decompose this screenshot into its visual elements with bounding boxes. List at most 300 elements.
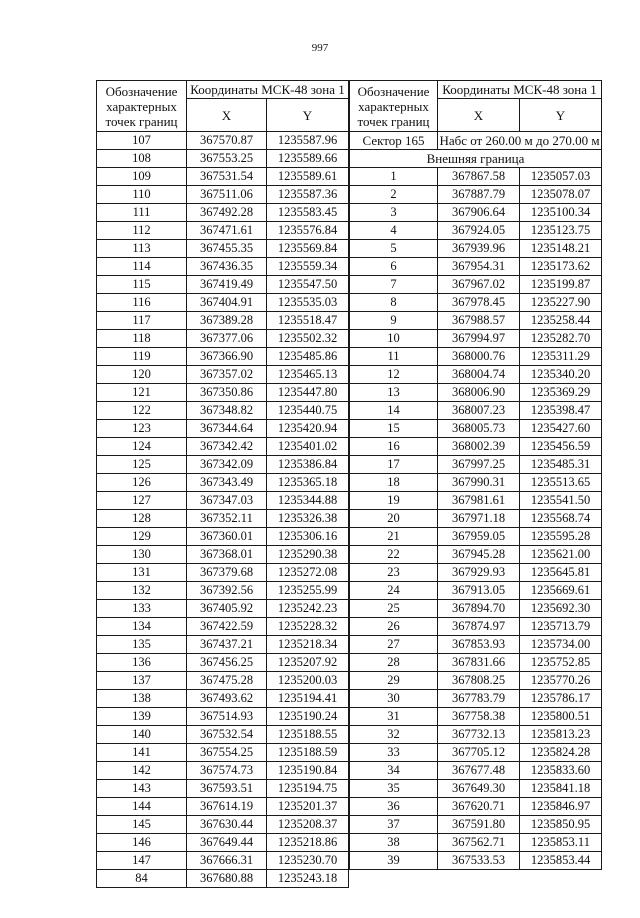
- y-coordinate: 1235786.17: [520, 690, 602, 708]
- table-row: [97, 312, 349, 330]
- y-coordinate: 1235230.70: [267, 852, 349, 870]
- x-coordinate: 367874.97: [438, 618, 520, 636]
- x-coordinate: 367342.42: [187, 438, 267, 456]
- table-row: [97, 150, 349, 168]
- table-row: [350, 762, 602, 780]
- x-coordinate: 367680.88: [187, 870, 267, 888]
- table-row: [97, 168, 349, 186]
- point-id: 147: [97, 852, 187, 870]
- point-id: 113: [97, 240, 187, 258]
- point-id: 6: [350, 258, 438, 276]
- y-coordinate: 1235344.88: [267, 492, 349, 510]
- y-coordinate: 1235621.00: [520, 546, 602, 564]
- x-coordinate: 367705.12: [438, 744, 520, 762]
- x-coordinate: 367570.87: [187, 132, 267, 150]
- table-row: [97, 654, 349, 672]
- x-header: X: [187, 99, 267, 132]
- x-coordinate: 367360.01: [187, 528, 267, 546]
- x-coordinate: 368005.73: [438, 420, 520, 438]
- table-row: [97, 132, 349, 150]
- x-coordinate: 367368.01: [187, 546, 267, 564]
- table-row: [97, 726, 349, 744]
- y-coordinate: 1235188.55: [267, 726, 349, 744]
- table-row: [97, 600, 349, 618]
- table-row: [350, 330, 602, 348]
- point-id: 30: [350, 690, 438, 708]
- y-coordinate: 1235306.16: [267, 528, 349, 546]
- table-row: [350, 834, 602, 852]
- y-coordinate: 1235833.60: [520, 762, 602, 780]
- table-row: [350, 240, 602, 258]
- point-id: 37: [350, 816, 438, 834]
- x-coordinate: 367436.35: [187, 258, 267, 276]
- table-row: [97, 780, 349, 798]
- point-id: 14: [350, 402, 438, 420]
- x-coordinate: 368004.74: [438, 366, 520, 384]
- table-row: [97, 672, 349, 690]
- y-coordinate: 1235485.31: [520, 456, 602, 474]
- x-coordinate: 367554.25: [187, 744, 267, 762]
- table-row: [97, 546, 349, 564]
- y-coordinate: 1235207.92: [267, 654, 349, 672]
- x-coordinate: 367591.80: [438, 816, 520, 834]
- y-coordinate: 1235559.34: [267, 258, 349, 276]
- y-header: Y: [520, 99, 602, 132]
- table-row: [97, 618, 349, 636]
- table-row: [350, 564, 602, 582]
- point-id: 21: [350, 528, 438, 546]
- y-coordinate: 1235194.75: [267, 780, 349, 798]
- point-id: 22: [350, 546, 438, 564]
- point-id: 18: [350, 474, 438, 492]
- x-coordinate: 367475.28: [187, 672, 267, 690]
- y-coordinate: 1235188.59: [267, 744, 349, 762]
- point-id: 17: [350, 456, 438, 474]
- x-coordinate: 367630.44: [187, 816, 267, 834]
- point-id: 123: [97, 420, 187, 438]
- x-header: X: [438, 99, 520, 132]
- x-coordinate: 367366.90: [187, 348, 267, 366]
- point-id: 134: [97, 618, 187, 636]
- y-coordinate: 1235228.32: [267, 618, 349, 636]
- point-id: 126: [97, 474, 187, 492]
- y-coordinate: 1235201.37: [267, 798, 349, 816]
- table-row: [350, 780, 602, 798]
- y-coordinate: 1235541.50: [520, 492, 602, 510]
- x-coordinate: 367959.05: [438, 528, 520, 546]
- point-id: 36: [350, 798, 438, 816]
- point-id: 121: [97, 384, 187, 402]
- y-coordinate: 1235841.18: [520, 780, 602, 798]
- point-id: 13: [350, 384, 438, 402]
- point-id: 142: [97, 762, 187, 780]
- point-id: 4: [350, 222, 438, 240]
- y-coordinate: 1235282.70: [520, 330, 602, 348]
- point-id: 11: [350, 348, 438, 366]
- y-coordinate: 1235568.74: [520, 510, 602, 528]
- y-coordinate: 1235734.00: [520, 636, 602, 654]
- coordinates-table-right: [349, 80, 602, 870]
- x-coordinate: 367967.02: [438, 276, 520, 294]
- table-row: [350, 528, 602, 546]
- y-coordinate: 1235569.84: [267, 240, 349, 258]
- y-coordinate: 1235258.44: [520, 312, 602, 330]
- point-id: 136: [97, 654, 187, 672]
- point-id: 35: [350, 780, 438, 798]
- table-row: [97, 258, 349, 276]
- table-row: [350, 456, 602, 474]
- table-row: [97, 294, 349, 312]
- table-row: [97, 762, 349, 780]
- y-coordinate: 1235456.59: [520, 438, 602, 456]
- x-coordinate: 367562.71: [438, 834, 520, 852]
- y-coordinate: 1235218.86: [267, 834, 349, 852]
- point-id: 1: [350, 168, 438, 186]
- table-row: [350, 294, 602, 312]
- table-row: [97, 186, 349, 204]
- y-coordinate: 1235148.21: [520, 240, 602, 258]
- point-id: 130: [97, 546, 187, 564]
- x-coordinate: 367906.64: [438, 204, 520, 222]
- x-coordinate: 368002.39: [438, 438, 520, 456]
- table-header-row: [97, 81, 349, 99]
- table-row: [350, 618, 602, 636]
- x-coordinate: 367348.82: [187, 402, 267, 420]
- y-coordinate: 1235398.47: [520, 402, 602, 420]
- point-id: 15: [350, 420, 438, 438]
- table-row: [350, 744, 602, 762]
- table-row: [350, 312, 602, 330]
- y-coordinate: 1235190.24: [267, 708, 349, 726]
- x-coordinate: 367392.56: [187, 582, 267, 600]
- point-id: 114: [97, 258, 187, 276]
- table-row: [350, 474, 602, 492]
- point-id: 138: [97, 690, 187, 708]
- x-coordinate: 367532.54: [187, 726, 267, 744]
- x-coordinate: 367981.61: [438, 492, 520, 510]
- x-coordinate: 367419.49: [187, 276, 267, 294]
- point-id: 141: [97, 744, 187, 762]
- x-coordinate: 367887.79: [438, 186, 520, 204]
- x-coordinate: 367732.13: [438, 726, 520, 744]
- y-coordinate: 1235853.44: [520, 852, 602, 870]
- point-id: 33: [350, 744, 438, 762]
- x-coordinate: 367994.97: [438, 330, 520, 348]
- table-row: [350, 492, 602, 510]
- point-id: 125: [97, 456, 187, 474]
- table-row: [97, 456, 349, 474]
- y-coordinate: 1235587.36: [267, 186, 349, 204]
- table-row: [97, 528, 349, 546]
- point-id: 7: [350, 276, 438, 294]
- point-id: 34: [350, 762, 438, 780]
- table-row: [97, 222, 349, 240]
- point-id: 108: [97, 150, 187, 168]
- x-coordinate: 367344.64: [187, 420, 267, 438]
- point-id: 140: [97, 726, 187, 744]
- x-coordinate: 367929.93: [438, 564, 520, 582]
- designation-header: Обозначение характерных точек границ: [97, 81, 187, 132]
- y-coordinate: 1235123.75: [520, 222, 602, 240]
- point-id: 8: [350, 294, 438, 312]
- table-row: [350, 582, 602, 600]
- point-id: 131: [97, 564, 187, 582]
- point-id: 20: [350, 510, 438, 528]
- point-id: 24: [350, 582, 438, 600]
- page-number: 997: [311, 42, 329, 54]
- x-coordinate: 367990.31: [438, 474, 520, 492]
- x-coordinate: 367945.28: [438, 546, 520, 564]
- x-coordinate: 367379.68: [187, 564, 267, 582]
- point-id: 133: [97, 600, 187, 618]
- point-id: 109: [97, 168, 187, 186]
- y-coordinate: 1235369.29: [520, 384, 602, 402]
- y-coordinate: 1235447.80: [267, 384, 349, 402]
- table-row: [350, 690, 602, 708]
- y-coordinate: 1235853.11: [520, 834, 602, 852]
- y-coordinate: 1235692.30: [520, 600, 602, 618]
- table-row: [97, 348, 349, 366]
- table-row: [350, 402, 602, 420]
- y-coordinate: 1235645.81: [520, 564, 602, 582]
- table-row: [97, 474, 349, 492]
- point-id: 117: [97, 312, 187, 330]
- point-id: 38: [350, 834, 438, 852]
- y-coordinate: 1235218.34: [267, 636, 349, 654]
- x-coordinate: 368006.90: [438, 384, 520, 402]
- table-row: [350, 186, 602, 204]
- table-row: [97, 330, 349, 348]
- point-id: 139: [97, 708, 187, 726]
- y-coordinate: 1235440.75: [267, 402, 349, 420]
- table-row: [350, 654, 602, 672]
- x-coordinate: 367978.45: [438, 294, 520, 312]
- table-row: [350, 510, 602, 528]
- point-id: 23: [350, 564, 438, 582]
- point-id: 10: [350, 330, 438, 348]
- x-coordinate: 367404.91: [187, 294, 267, 312]
- x-coordinate: 367913.05: [438, 582, 520, 600]
- point-id: 19: [350, 492, 438, 510]
- point-id: 120: [97, 366, 187, 384]
- y-coordinate: 1235386.84: [267, 456, 349, 474]
- table-row: [350, 816, 602, 834]
- point-id: 135: [97, 636, 187, 654]
- x-coordinate: 367437.21: [187, 636, 267, 654]
- y-coordinate: 1235669.61: [520, 582, 602, 600]
- table-row: [350, 600, 602, 618]
- designation-header: Обозначение характерных точек границ: [350, 81, 438, 132]
- x-coordinate: 367574.73: [187, 762, 267, 780]
- y-coordinate: 1235589.61: [267, 168, 349, 186]
- y-coordinate: 1235800.51: [520, 708, 602, 726]
- y-coordinate: 1235057.03: [520, 168, 602, 186]
- outer-border-label: Внешняя граница: [350, 150, 602, 168]
- y-coordinate: 1235589.66: [267, 150, 349, 168]
- x-coordinate: 367343.49: [187, 474, 267, 492]
- point-id: 112: [97, 222, 187, 240]
- point-id: 3: [350, 204, 438, 222]
- x-coordinate: 367954.31: [438, 258, 520, 276]
- point-id: 118: [97, 330, 187, 348]
- table-row: [350, 852, 602, 870]
- x-coordinate: 367389.28: [187, 312, 267, 330]
- y-coordinate: 1235595.28: [520, 528, 602, 546]
- y-coordinate: 1235502.32: [267, 330, 349, 348]
- x-coordinate: 367531.54: [187, 168, 267, 186]
- point-id: 110: [97, 186, 187, 204]
- point-id: 39: [350, 852, 438, 870]
- y-coordinate: 1235272.08: [267, 564, 349, 582]
- coordinates-header: Координаты МСК-48 зона 1: [187, 81, 349, 99]
- point-id: 144: [97, 798, 187, 816]
- point-id: 124: [97, 438, 187, 456]
- x-coordinate: 368007.23: [438, 402, 520, 420]
- y-coordinate: 1235200.03: [267, 672, 349, 690]
- y-coordinate: 1235255.99: [267, 582, 349, 600]
- outer-border-row: [350, 150, 602, 168]
- point-id: 9: [350, 312, 438, 330]
- y-coordinate: 1235227.90: [520, 294, 602, 312]
- point-id: 128: [97, 510, 187, 528]
- x-coordinate: 367649.30: [438, 780, 520, 798]
- y-coordinate: 1235078.07: [520, 186, 602, 204]
- x-coordinate: 367894.70: [438, 600, 520, 618]
- point-id: 116: [97, 294, 187, 312]
- y-coordinate: 1235485.86: [267, 348, 349, 366]
- x-coordinate: 367997.25: [438, 456, 520, 474]
- table-row: [350, 708, 602, 726]
- y-coordinate: 1235199.87: [520, 276, 602, 294]
- y-coordinate: 1235242.23: [267, 600, 349, 618]
- table-row: [97, 204, 349, 222]
- point-id: 122: [97, 402, 187, 420]
- y-coordinate: 1235311.29: [520, 348, 602, 366]
- point-id: 119: [97, 348, 187, 366]
- x-coordinate: 367357.02: [187, 366, 267, 384]
- table-row: [97, 384, 349, 402]
- point-id: 111: [97, 204, 187, 222]
- point-id: 132: [97, 582, 187, 600]
- table-row: [97, 438, 349, 456]
- coordinates-table-left: [96, 80, 349, 888]
- table-row: [350, 636, 602, 654]
- x-coordinate: 367342.09: [187, 456, 267, 474]
- x-coordinate: 367853.93: [438, 636, 520, 654]
- x-coordinate: 367758.38: [438, 708, 520, 726]
- y-coordinate: 1235401.02: [267, 438, 349, 456]
- table-row: [97, 870, 349, 888]
- y-coordinate: 1235547.50: [267, 276, 349, 294]
- coordinates-header: Координаты МСК-48 зона 1: [438, 81, 602, 99]
- table-row: [97, 402, 349, 420]
- table-row: [350, 222, 602, 240]
- y-coordinate: 1235340.20: [520, 366, 602, 384]
- x-coordinate: 367971.18: [438, 510, 520, 528]
- table-row: [350, 672, 602, 690]
- x-coordinate: 367924.05: [438, 222, 520, 240]
- table-row: [350, 366, 602, 384]
- table-row: [350, 438, 602, 456]
- y-coordinate: 1235583.45: [267, 204, 349, 222]
- x-coordinate: 367347.03: [187, 492, 267, 510]
- table-row: [350, 276, 602, 294]
- y-coordinate: 1235518.47: [267, 312, 349, 330]
- y-coordinate: 1235420.94: [267, 420, 349, 438]
- y-coordinate: 1235365.18: [267, 474, 349, 492]
- y-coordinate: 1235824.28: [520, 744, 602, 762]
- point-id: 129: [97, 528, 187, 546]
- table-row: [97, 420, 349, 438]
- y-header: Y: [267, 99, 349, 132]
- point-id: 84: [97, 870, 187, 888]
- x-coordinate: 367649.44: [187, 834, 267, 852]
- y-coordinate: 1235326.38: [267, 510, 349, 528]
- x-coordinate: 367867.58: [438, 168, 520, 186]
- x-coordinate: 367939.96: [438, 240, 520, 258]
- table-row: [97, 636, 349, 654]
- x-coordinate: 367350.86: [187, 384, 267, 402]
- sector-label: Сектор 165: [350, 132, 438, 150]
- x-coordinate: 367511.06: [187, 186, 267, 204]
- x-coordinate: 367514.93: [187, 708, 267, 726]
- x-coordinate: 367614.19: [187, 798, 267, 816]
- table-row: [97, 582, 349, 600]
- point-id: 28: [350, 654, 438, 672]
- x-coordinate: 367593.51: [187, 780, 267, 798]
- table-row: [97, 492, 349, 510]
- table-row: [350, 258, 602, 276]
- y-coordinate: 1235587.96: [267, 132, 349, 150]
- x-coordinate: 367620.71: [438, 798, 520, 816]
- x-coordinate: 367783.79: [438, 690, 520, 708]
- point-id: 12: [350, 366, 438, 384]
- x-coordinate: 367352.11: [187, 510, 267, 528]
- y-coordinate: 1235813.23: [520, 726, 602, 744]
- x-coordinate: 367456.25: [187, 654, 267, 672]
- point-id: 29: [350, 672, 438, 690]
- x-coordinate: 367405.92: [187, 600, 267, 618]
- point-id: 31: [350, 708, 438, 726]
- table-row: [97, 852, 349, 870]
- point-id: 143: [97, 780, 187, 798]
- point-id: 127: [97, 492, 187, 510]
- point-id: 137: [97, 672, 187, 690]
- point-id: 25: [350, 600, 438, 618]
- height-range: Набс от 260.00 м до 270.00 м: [439, 133, 600, 148]
- y-coordinate: 1235752.85: [520, 654, 602, 672]
- y-coordinate: 1235513.65: [520, 474, 602, 492]
- point-id: 27: [350, 636, 438, 654]
- point-id: 5: [350, 240, 438, 258]
- y-coordinate: 1235243.18: [267, 870, 349, 888]
- point-id: 16: [350, 438, 438, 456]
- y-coordinate: 1235194.41: [267, 690, 349, 708]
- point-id: 145: [97, 816, 187, 834]
- y-coordinate: 1235846.97: [520, 798, 602, 816]
- table-row: [97, 690, 349, 708]
- y-coordinate: 1235190.84: [267, 762, 349, 780]
- point-id: 115: [97, 276, 187, 294]
- x-coordinate: 367377.06: [187, 330, 267, 348]
- y-coordinate: 1235576.84: [267, 222, 349, 240]
- table-row: [350, 726, 602, 744]
- x-coordinate: 367808.25: [438, 672, 520, 690]
- y-coordinate: 1235770.26: [520, 672, 602, 690]
- x-coordinate: 367492.28: [187, 204, 267, 222]
- y-coordinate: 1235465.13: [267, 366, 349, 384]
- table-row: [350, 168, 602, 186]
